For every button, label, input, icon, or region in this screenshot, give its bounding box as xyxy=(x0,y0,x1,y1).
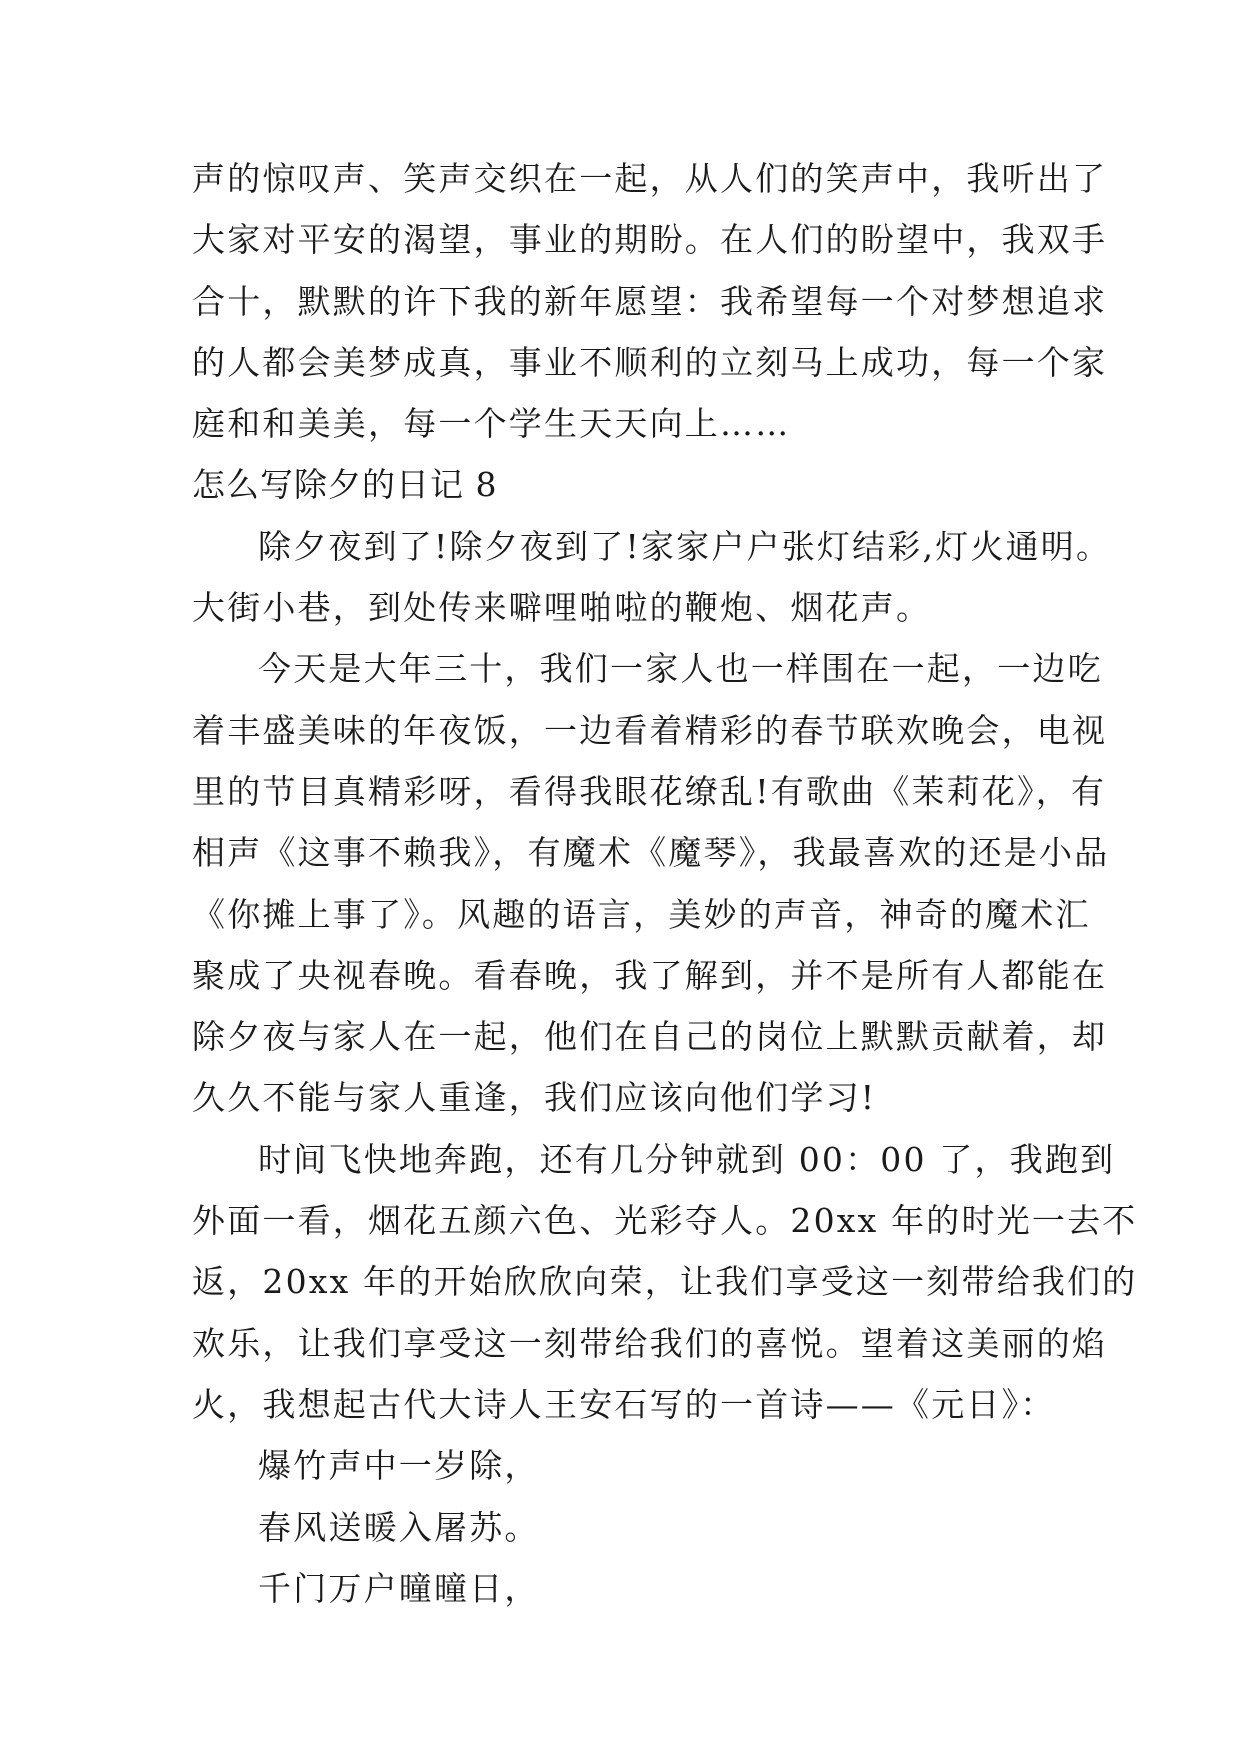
text-line: 外面一看，烟花五颜六色、光彩夺人。20xx 年的时光一去不 xyxy=(192,1201,1138,1241)
text-line: 欢乐，让我们享受这一刻带给我们的喜悦。望着这美丽的焰 xyxy=(192,1323,1108,1363)
paragraph-2 xyxy=(192,638,1110,1128)
text-line: 《你摊上事了》。风趣的语言，美妙的声音，神奇的魔术汇 xyxy=(192,894,1091,934)
text-line: 除夕夜到了!除夕夜到了!家家户户张灯结彩,灯火通明。 xyxy=(258,526,1112,566)
text-line: 火，我想起古代大诗人王安石写的一首诗——《元日》： xyxy=(192,1384,1056,1424)
text-line: 的人都会美梦成真，事业不顺利的立刻马上成功，每一个家 xyxy=(192,342,1108,382)
text-line: 今天是大年三十，我们一家人也一样围在一起，一边吃 xyxy=(258,649,1103,689)
continuation-paragraph xyxy=(192,148,1108,454)
text-line: 大街小巷，到处传来噼哩啪啦的鞭炮、烟花声。 xyxy=(192,588,932,628)
document-page xyxy=(192,148,1138,1619)
paragraph-1 xyxy=(192,516,1112,639)
text-line: 合十，默默的许下我的新年愿望：我希望每一个对梦想追求 xyxy=(192,281,1108,321)
poem-line: 春风送暖入屠苏。 xyxy=(258,1507,540,1547)
paragraph-3 xyxy=(192,1129,1138,1435)
text-line: 声的惊叹声、笑声交织在一起，从人们的笑声中，我听出了 xyxy=(192,159,1108,198)
text-line: 大家对平安的渴望，事业的期盼。在人们的盼望中，我双手 xyxy=(192,220,1108,260)
text-line: 着丰盛美味的年夜饭，一边看着精彩的春节联欢晚会，电视 xyxy=(192,710,1108,750)
text-line: 久久不能与家人重逢，我们应该向他们学习! xyxy=(192,1078,877,1118)
text-line: 庭和和美美，每一个学生天天向上…… xyxy=(192,404,791,444)
text-line: 里的节目真精彩呀，看得我眼花缭乱!有歌曲《茉莉花》，有 xyxy=(192,771,1107,811)
text-line: 返，20xx 年的开始欣欣向荣，让我们享受这一刻带给我们的 xyxy=(192,1262,1138,1302)
text-line: 聚成了央视春晚。看春晚，我了解到，并不是所有人都能在 xyxy=(192,955,1108,995)
text-line: 时间飞快地奔跑，还有几分钟就到 00：00 了，我跑到 xyxy=(258,1139,1116,1179)
text-line: 除夕夜与家人在一起，他们在自己的岗位上默默贡献着，却 xyxy=(192,1017,1108,1057)
section-title: 怎么写除夕的日记 8 xyxy=(192,465,498,505)
text-line: 相声《这事不赖我》，有魔术《魔琴》，我最喜欢的还是小品 xyxy=(192,833,1110,873)
poem-line: 千门万户曈曈日， xyxy=(258,1568,540,1608)
poem-line: 爆竹声中一岁除， xyxy=(258,1446,540,1486)
poem xyxy=(192,1435,1052,1619)
